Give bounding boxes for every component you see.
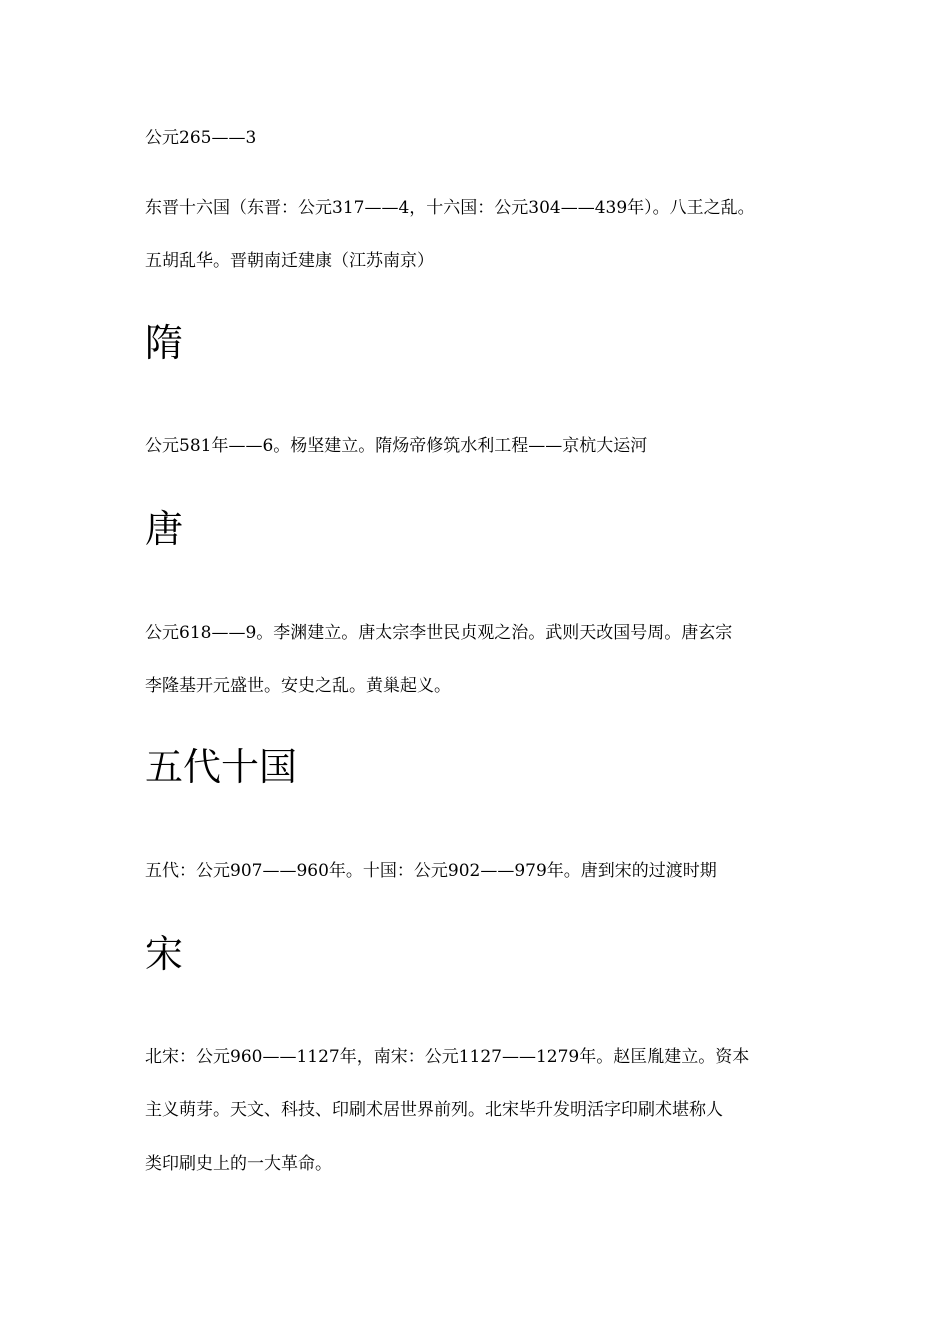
heading-tang: 唐 bbox=[145, 507, 184, 551]
paragraph-eastern-jin-line-2: 五胡乱华。晋朝南迁建康（江苏南京） bbox=[145, 251, 434, 271]
paragraph-western-jin: 公元265——3 bbox=[145, 128, 257, 148]
heading-sui: 隋 bbox=[145, 321, 184, 365]
paragraph-song-line-1: 北宋：公元960——1127年，南宋：公元1127——1279年。赵匡胤建立。资本 bbox=[145, 1047, 750, 1067]
paragraph-tang-line-2: 李隆基开元盛世。安史之乱。黄巢起义。 bbox=[145, 676, 451, 696]
paragraph-five-dynasties: 五代：公元907——960年。十国：公元902——979年。唐到宋的过渡时期 bbox=[145, 861, 717, 881]
paragraph-tang-line-1: 公元618——9。李渊建立。唐太宗李世民贞观之治。武则天改国号周。唐玄宗 bbox=[145, 623, 733, 643]
paragraph-eastern-jin-line-1: 东晋十六国（东晋：公元317——4，十六国：公元304——439年）。八王之乱。 bbox=[145, 198, 755, 218]
paragraph-sui: 公元581年——6。杨坚建立。隋炀帝修筑水利工程——京杭大运河 bbox=[145, 436, 648, 456]
paragraph-song-line-2: 主义萌芽。天文、科技、印刷术居世界前列。北宋毕升发明活字印刷术堪称人 bbox=[145, 1100, 723, 1120]
paragraph-song-line-3: 类印刷史上的一大革命。 bbox=[145, 1154, 332, 1174]
heading-five-dynasties: 五代十国 bbox=[145, 745, 298, 789]
heading-song: 宋 bbox=[145, 932, 184, 976]
